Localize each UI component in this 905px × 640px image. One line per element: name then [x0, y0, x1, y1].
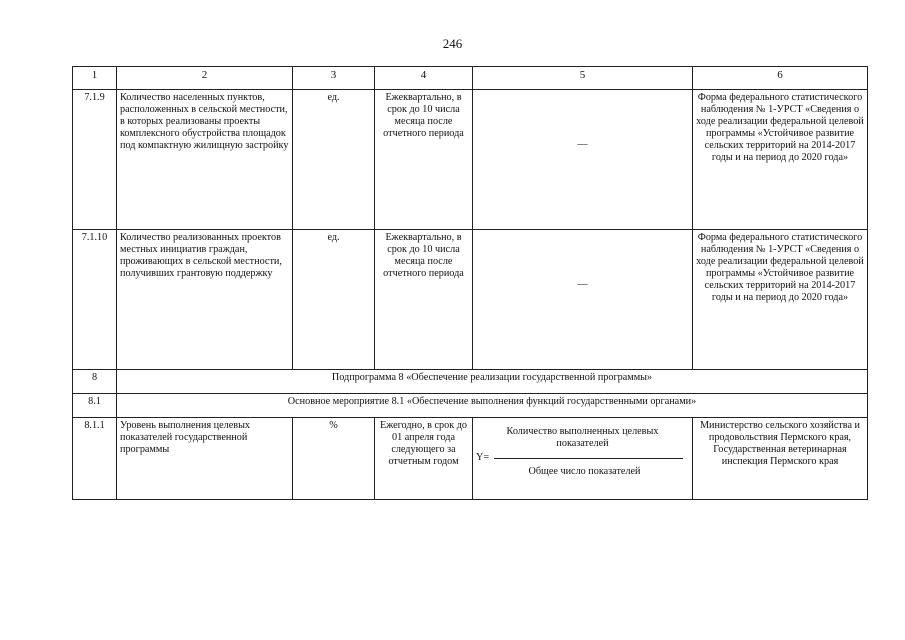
header-cell: 2 — [117, 67, 293, 90]
source-cell: Министерство сельского хозяйства и продовольствия Пермского края, Государственная ветеринарная инспекция Пермского края — [693, 418, 868, 500]
period-cell: Ежеквартально, в срок до 10 числа месяца после отчетного периода — [375, 230, 473, 370]
unit-cell: ед. — [293, 230, 375, 370]
subprogram-row — [73, 370, 868, 394]
indicator-name: Количество населенных пунктов, расположенных в сельской местности, в которых реализованы проекты комплексного обустройства площадок под компактную жилищную застройку — [117, 90, 293, 230]
unit-cell: ед. — [293, 90, 375, 230]
table-header-row — [73, 67, 868, 90]
main-activity-row — [73, 394, 868, 418]
formula-cell — [473, 90, 693, 230]
source-cell: Форма федерального статистического наблюдения № 1-УРСТ «Сведения о ходе реализации федеральной целевой программы «Устойчивое развитие сельских территорий на 2014-2017 годы и на период до 2020 года» — [693, 230, 868, 370]
period-cell: Ежегодно, в срок до 01 апреля года следующего за отчетным годом — [375, 418, 473, 500]
indicator-name: Количество реализованных проектов местных инициатив граждан, проживающих в сельской местности, получивших грантовую поддержку — [117, 230, 293, 370]
indicator-name: Уровень выполнения целевых показателей государственной программы — [117, 418, 293, 500]
formula-dash: — — [577, 279, 588, 290]
main-activity-title: Основное мероприятие 8.1 «Обеспечение выполнения функций государственными органами» — [117, 394, 868, 418]
header-cell: 1 — [73, 67, 117, 90]
formula-cell — [473, 230, 693, 370]
formula-fraction — [476, 420, 689, 478]
subprogram-title: Подпрограмма 8 «Обеспечение реализации государственной программы» — [117, 370, 868, 394]
header-cell: 3 — [293, 67, 375, 90]
formula-line — [476, 452, 689, 464]
table-row — [73, 418, 868, 500]
unit-cell: % — [293, 418, 375, 500]
subprogram-number: 8 — [73, 370, 117, 394]
header-cell: 5 — [473, 67, 693, 90]
row-number: 7.1.10 — [73, 230, 117, 370]
formula-denominator: Общее число показателей — [528, 466, 641, 477]
main-activity-number: 8.1 — [73, 394, 117, 418]
header-cell: 6 — [693, 67, 868, 90]
fraction-bar — [494, 458, 683, 459]
page-number: 246 — [442, 36, 463, 51]
row-number: 8.1.1 — [73, 418, 117, 500]
period-cell: Ежеквартально, в срок до 10 числа месяца после отчетного периода — [375, 90, 473, 230]
source-cell: Форма федерального статистического наблюдения № 1-УРСТ «Сведения о ходе реализации федеральной целевой программы «Устойчивое развитие сельских территорий на 2014-2017 годы и на период до 2020 года» — [693, 90, 868, 230]
formula-numerator: Количество выполненных целевых показателей — [506, 426, 659, 449]
table-row — [73, 90, 868, 230]
formula-cell — [473, 418, 693, 500]
row-number: 7.1.9 — [73, 90, 117, 230]
table-row — [73, 230, 868, 370]
indicators-table — [72, 66, 868, 500]
formula-dash: — — [577, 139, 588, 150]
header-cell: 4 — [375, 67, 473, 90]
formula-variable: Y= — [476, 452, 490, 463]
